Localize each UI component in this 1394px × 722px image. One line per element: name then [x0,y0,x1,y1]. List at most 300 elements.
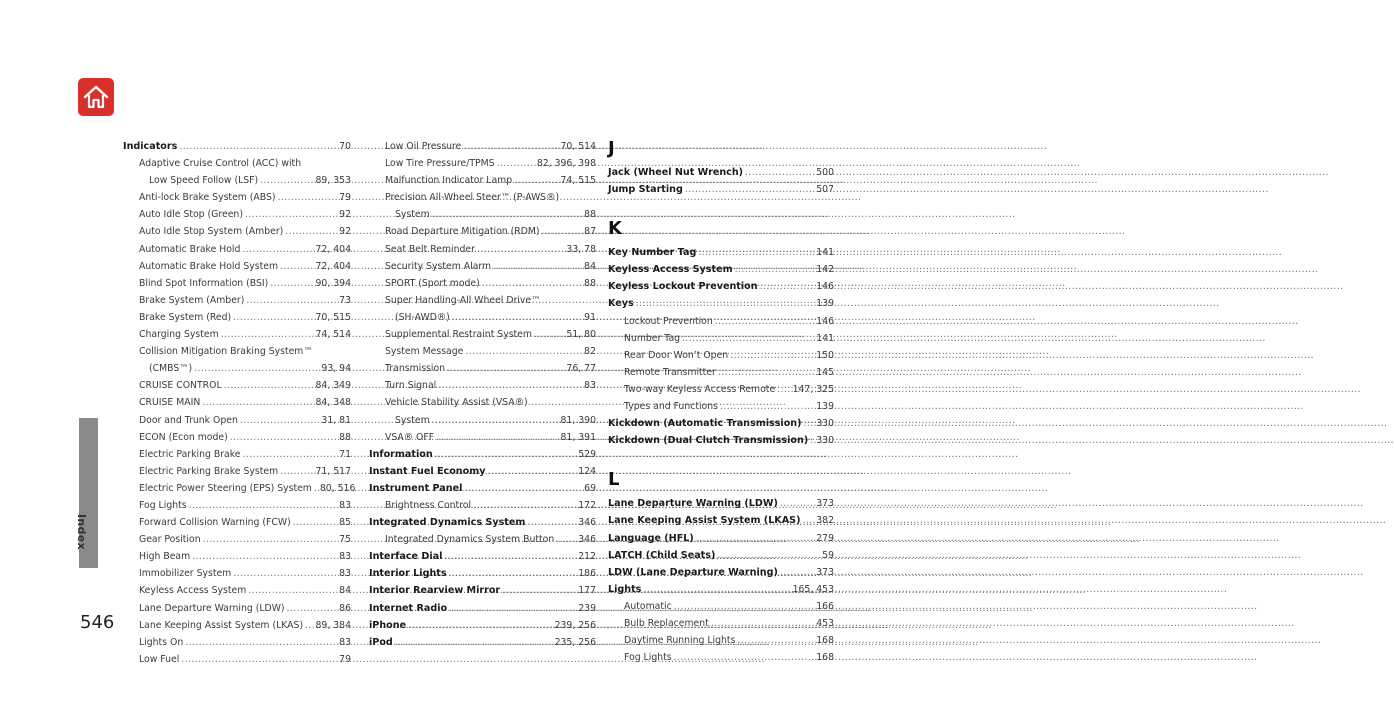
page-ref[interactable]: 51, 80 [566,329,596,341]
leader-dots [493,258,582,275]
leader-dots [802,512,814,529]
entry-label: Electric Power Steering (EPS) System [139,482,312,494]
page-ref[interactable]: 84 [339,585,351,597]
entry-label: Two-way Keyless Access Remote [624,383,776,395]
index-subentry[interactable] [123,172,351,189]
leader-dots [432,206,582,223]
index-entry[interactable] [608,164,834,181]
leader-dots [179,138,337,155]
page-ref[interactable]: 177 [578,585,596,597]
page-ref[interactable]: 79 [339,192,351,204]
entry-label: Indicators [123,141,178,152]
entry-label: Lane Keeping Assist System (LKAS) [139,619,304,631]
page-ref[interactable]: 346 [578,534,596,546]
leader-dots [674,598,815,615]
leader-dots [696,530,814,547]
entry-label: Immobilizer System [139,568,232,580]
entry-label: Information [369,448,433,460]
index-subentry[interactable] [608,330,834,347]
page-ref[interactable]: 453 [816,617,834,629]
index-subentry[interactable] [123,292,351,309]
page-ref[interactable]: 83 [339,568,351,580]
leader-dots [804,415,815,432]
index-entry[interactable] [608,181,834,198]
page-ref[interactable]: 373 [816,566,834,578]
index-entry[interactable] [369,480,596,497]
page-ref[interactable]: 139 [816,298,834,310]
page-ref[interactable]: 70 [339,141,351,152]
index-subentry[interactable] [369,172,596,189]
index-entry[interactable] [608,512,834,529]
entry-label: Jack (Wheel Nut Wrench) [608,167,744,178]
entry-label: Low Oil Pressure [385,141,462,152]
page-ref[interactable]: 69 [584,482,596,494]
page-ref[interactable]: 279 [816,532,834,544]
page-ref[interactable]: 76, 77 [566,363,596,375]
entry-label: Lights [608,583,642,595]
leader-dots [280,258,313,275]
index-subentry[interactable] [369,377,596,394]
index-entry[interactable] [369,582,596,599]
page-ref[interactable]: 73 [339,294,351,306]
leader-dots [534,326,564,343]
leader-dots [720,398,814,415]
index-subentry[interactable] [369,412,596,429]
index-subentry[interactable] [123,189,351,206]
leader-dots [221,326,314,343]
index-subentry[interactable] [123,600,351,617]
page-ref[interactable]: 74, 514 [315,329,351,341]
page-ref[interactable]: 80, 516 [319,482,356,494]
entry-label: Number Tag [624,332,681,344]
index-subentry[interactable] [369,241,596,258]
page-ref[interactable]: 72, 404 [315,243,351,255]
index-subentry[interactable] [123,582,351,599]
leader-dots [452,309,582,326]
index-subentry[interactable] [123,394,351,411]
index-subentry[interactable] [123,326,351,343]
entry-label: Transmission [385,363,446,375]
leader-dots [449,600,576,617]
leader-dots [314,480,318,497]
page-ref[interactable]: 84, 348 [315,397,351,409]
page-ref[interactable]: 83 [339,499,351,511]
index-entry[interactable] [608,495,834,512]
index-subentry[interactable] [123,412,351,429]
index-entry[interactable] [123,138,351,155]
index-entry[interactable] [369,617,596,634]
index-subentry[interactable] [608,313,834,330]
entry-label: Lane Departure Warning (LDW) [608,498,778,510]
index-subentry[interactable] [123,617,351,634]
page-ref[interactable]: 145 [816,366,834,378]
entry-label: Keyless Lockout Prevention [608,281,758,293]
entry-label: Auto Idle Stop System (Amber) [139,226,284,238]
entry-label: Bulb Replacement [624,617,709,629]
leader-dots [473,497,576,514]
letter-heading-l: L [608,469,620,491]
entry-label: Seat Belt Reminder [385,243,475,255]
page-ref[interactable]: 165, 453 [792,583,834,595]
entry-label: Instrument Panel [369,482,463,494]
section-l [608,495,834,666]
page-ref[interactable]: 373 [816,498,834,510]
page-ref[interactable]: 86 [339,602,351,614]
leader-dots [185,634,337,651]
page-ref[interactable]: 141 [816,332,834,344]
leader-dots [527,514,576,531]
page-ref[interactable]: 89, 353 [315,175,351,187]
index-subentry[interactable] [123,548,351,565]
index-subentry[interactable] [369,155,596,172]
page-ref[interactable]: 147, 325 [792,383,834,395]
index-subentry[interactable] [608,347,834,364]
index-entry[interactable] [608,530,834,547]
index-subentry[interactable] [123,223,351,240]
leader-dots [463,138,558,155]
entry-label: Brake System (Amber) [139,294,245,306]
page-ref[interactable]: 31, 81 [321,414,351,426]
entry-label: Integrated Dynamics System [369,517,526,529]
page-ref[interactable]: 93, 94 [321,363,351,375]
entry-label: Keyless Access System [139,585,247,597]
leader-dots [436,429,558,446]
index-subentry[interactable] [608,364,834,381]
page-ref[interactable]: 33, 78 [566,243,596,255]
index-subentry[interactable] [123,241,351,258]
leader-dots [482,275,582,292]
page-ref[interactable]: 239 [578,602,596,614]
leader-dots [682,330,814,347]
index-entry[interactable] [369,514,596,531]
index-subentry[interactable] [123,565,351,582]
page-ref[interactable]: 71, 517 [315,465,351,477]
index-entry[interactable] [369,600,596,617]
entry-label: Interior Lights [369,568,447,580]
leader-dots [194,360,319,377]
index-subentry[interactable] [369,138,596,155]
index-subentry[interactable] [123,206,351,223]
entry-label: Interior Rearview Mirror [369,585,501,597]
page-ref[interactable]: 168 [816,635,834,647]
entry-label: LATCH (Child Seats) [608,549,716,561]
section-j [608,164,834,198]
leader-dots [230,429,337,446]
entry-label: Electric Parking Brake [139,448,241,460]
entry-label: VSA® OFF [385,431,435,443]
leader-dots [730,347,814,364]
page-ref[interactable]: 88 [584,277,596,289]
entry-label: Integrated Dynamics System Button [385,534,555,546]
entry-label: iPod [369,636,393,648]
leader-dots [780,564,814,581]
entry-label: Automatic Brake Hold [139,243,241,255]
leader-dots [685,181,814,198]
entry-label: Instant Fuel Economy [369,465,486,477]
page-ref[interactable]: 83 [584,380,596,392]
page-ref[interactable]: 84 [584,260,596,272]
leader-dots [674,649,815,666]
page-ref[interactable]: 84, 349 [315,380,351,392]
page-ref[interactable]: 166 [816,600,834,612]
leader-dots [477,241,564,258]
leader-dots [497,155,535,172]
leader-dots [643,581,790,598]
entry-label: System Message [385,346,464,358]
entry-label: Key Number Tag [608,247,697,259]
index-subentry[interactable] [608,398,834,415]
leader-dots [464,480,582,497]
entry-label: Keyless Access System [608,264,733,276]
index-subheading: Super Handling-All Wheel Drive™ [385,294,541,306]
index-entry[interactable] [369,463,596,480]
page-ref[interactable]: 91 [584,311,596,323]
leader-dots [233,565,337,582]
entry-label: Anti-lock Brake System (ABS) [139,192,276,204]
leader-dots [780,495,814,512]
index-entry[interactable] [369,548,596,565]
leader-dots [698,244,814,261]
page-ref[interactable]: 72, 404 [315,260,351,272]
index-subentry[interactable] [123,275,351,292]
page-ref[interactable]: 83 [339,636,351,648]
leader-dots [248,582,337,599]
index-subentry[interactable] [123,309,351,326]
index-entry[interactable] [608,278,834,295]
page-ref[interactable]: 146 [816,281,834,293]
page-ref[interactable]: 168 [816,652,834,664]
page-ref[interactable]: 142 [816,264,834,276]
index-entry[interactable] [369,634,596,651]
index-subentry[interactable] [123,497,351,514]
leader-dots [449,565,577,582]
leader-dots [717,547,820,564]
index-entry[interactable] [608,261,834,278]
leader-dots [287,600,338,617]
page-ref[interactable]: 139 [816,401,834,413]
entry-label: Remote Transmitter [624,366,716,378]
index-entry[interactable] [608,581,834,598]
page-ref[interactable]: 150 [816,349,834,361]
index-subentry[interactable] [369,497,596,514]
entry-label: Road Departure Mitigation (RDM) [385,226,540,238]
entry-label: Kickdown (Dual Clutch Transmission) [608,435,809,447]
leader-dots [224,377,314,394]
index-subentry[interactable] [369,360,596,377]
leader-dots [465,343,582,360]
index-subentry[interactable] [369,223,596,240]
entry-label: Jump Starting [608,184,683,196]
index-subentry[interactable] [369,343,596,360]
index-subentry[interactable] [123,377,351,394]
page-ref[interactable]: 81, 391 [560,431,596,443]
leader-dots [711,615,814,632]
entry-label: ECON (Econ mode) [139,431,228,443]
page-ref[interactable]: 79 [339,653,351,665]
page-ref[interactable]: 71 [339,448,351,460]
leader-dots [737,632,814,649]
index-subentry[interactable] [123,531,351,548]
page-ref[interactable]: 83 [339,551,351,563]
leader-dots [305,617,313,634]
leader-dots [242,241,313,258]
home-button[interactable] [78,78,114,116]
entry-label: System [395,209,430,221]
index-subentry[interactable] [123,651,351,668]
letter-heading-j: J [608,138,615,159]
leader-dots [278,189,338,206]
leader-dots [246,292,337,309]
page-ref[interactable]: 74, 515 [560,175,596,187]
entry-label: Malfunction Indicator Lamp [385,175,513,187]
entry-label: Fog Lights [624,652,672,664]
index-subentry[interactable] [369,275,596,292]
entry-label: Lane Keeping Assist System (LKAS) [608,515,801,527]
index-subentry[interactable] [369,258,596,275]
index-entry[interactable] [608,295,834,312]
page-ref[interactable]: 507 [816,184,834,196]
entry-label: Electric Parking Brake System [139,465,279,477]
leader-dots [718,364,814,381]
index-subentry[interactable] [123,446,351,463]
index-subheading: Vehicle Stability Assist (VSA®) [385,397,528,409]
page-ref[interactable]: 500 [816,167,834,178]
index-subentry[interactable] [608,615,834,632]
leader-dots [715,313,814,330]
leader-dots [240,412,320,429]
page-ref[interactable]: 330 [816,435,834,447]
leader-dots [189,497,338,514]
index-subentry[interactable] [369,429,596,446]
index-subheading: Collision Mitigation Braking System™ [139,346,313,358]
entry-label: Types and Functions [624,401,718,413]
leader-dots [760,278,815,295]
entry-label: Blind Spot Information (BSI) [139,277,269,289]
page-ref[interactable]: 124 [578,465,596,477]
index-entry[interactable] [369,446,596,463]
page-ref[interactable]: 146 [816,315,834,327]
entry-label: Brake System (Red) [139,311,232,323]
entry-label: (CMBS™) [149,363,193,375]
side-label: Index [75,514,88,550]
leader-dots [745,164,814,181]
index-subentry[interactable] [369,326,596,343]
entry-label: Low Speed Follow (LSF) [149,175,259,187]
index-entry[interactable] [369,565,596,582]
page-ref[interactable]: 59 [822,549,834,561]
entry-label: Auto Idle Stop (Green) [139,209,243,221]
index-entry[interactable] [608,547,834,564]
entry-label: Supplemental Restraint System [385,329,532,341]
page-ref[interactable]: 92 [339,209,351,221]
page-ref[interactable]: 75 [339,534,351,546]
entry-label: SPORT (Sport mode) [385,277,480,289]
leader-dots [444,548,576,565]
index-subentry[interactable] [123,514,351,531]
page-ref[interactable]: 212 [578,551,596,563]
index-subentry[interactable] [608,598,834,615]
leader-dots [556,531,576,548]
page-ref[interactable]: 81, 390 [560,414,596,426]
page-ref[interactable]: 529 [578,448,596,460]
page-ref[interactable]: 172 [578,499,596,511]
leader-dots [285,223,337,240]
leader-dots [243,446,338,463]
index-subentry[interactable] [369,531,596,548]
page-ref[interactable]: 88 [584,209,596,221]
leader-dots [233,309,313,326]
leader-dots [636,295,815,312]
index-entry[interactable] [608,432,834,449]
entry-label: Automatic Brake Hold System [139,260,279,272]
index-subentry[interactable] [123,634,351,651]
page-ref[interactable]: 90, 394 [315,277,351,289]
leader-dots [435,446,577,463]
entry-label: Brightness Control [385,499,472,511]
leader-dots [245,206,337,223]
page-ref[interactable]: 235, 256 [554,636,596,648]
section-k [608,244,834,449]
index-subentry[interactable] [123,258,351,275]
entry-label: iPhone [369,619,407,631]
leader-dots [260,172,313,189]
leader-dots [395,634,553,651]
index-entry[interactable] [608,244,834,261]
entry-label: Security System Alarm [385,260,492,272]
page-ref[interactable]: 89, 384 [315,619,351,631]
page-ref[interactable]: 382 [816,515,834,527]
leader-dots [293,514,337,531]
index-subentry[interactable] [369,206,596,223]
index-subentry[interactable] [608,381,834,398]
letter-heading-k: K [608,218,622,240]
index-subentry[interactable] [123,463,351,480]
index-subentry[interactable] [123,360,351,377]
index-subentry[interactable] [123,480,356,497]
page-ref[interactable]: 141 [816,247,834,259]
page-ref[interactable]: 186 [578,568,596,580]
index-subentry[interactable] [608,649,834,666]
index-column-3 [608,138,834,666]
entry-label: Lane Departure Warning (LDW) [139,602,285,614]
entry-label: Lockout Prevention [624,315,713,327]
page-ref[interactable]: 82 [584,346,596,358]
page-ref[interactable]: 330 [816,418,834,430]
page-ref[interactable]: 85 [339,517,351,529]
page-ref[interactable]: 346 [578,517,596,529]
index-entry[interactable] [608,415,834,432]
page-ref[interactable]: 70, 515 [315,311,351,323]
index-subentry[interactable] [608,632,834,649]
entry-label: Lights On [139,636,184,648]
page-ref[interactable]: 88 [339,431,351,443]
page-ref[interactable]: 239, 256 [554,619,596,631]
leader-dots [542,223,583,240]
entry-label: System [395,414,430,426]
page-ref[interactable]: 82, 396, 398 [536,158,596,170]
entry-label: Kickdown (Automatic Transmission) [608,418,802,430]
page-ref[interactable]: 92 [339,226,351,238]
index-entry[interactable] [608,564,834,581]
index-subentry[interactable] [123,429,351,446]
index-subentry[interactable] [369,309,596,326]
leader-dots [270,275,313,292]
page-ref[interactable]: 87 [584,226,596,238]
leader-dots [280,463,313,480]
leader-dots [432,412,559,429]
entry-label: CRUISE MAIN [139,397,201,409]
page-ref[interactable]: 70, 514 [560,141,596,152]
